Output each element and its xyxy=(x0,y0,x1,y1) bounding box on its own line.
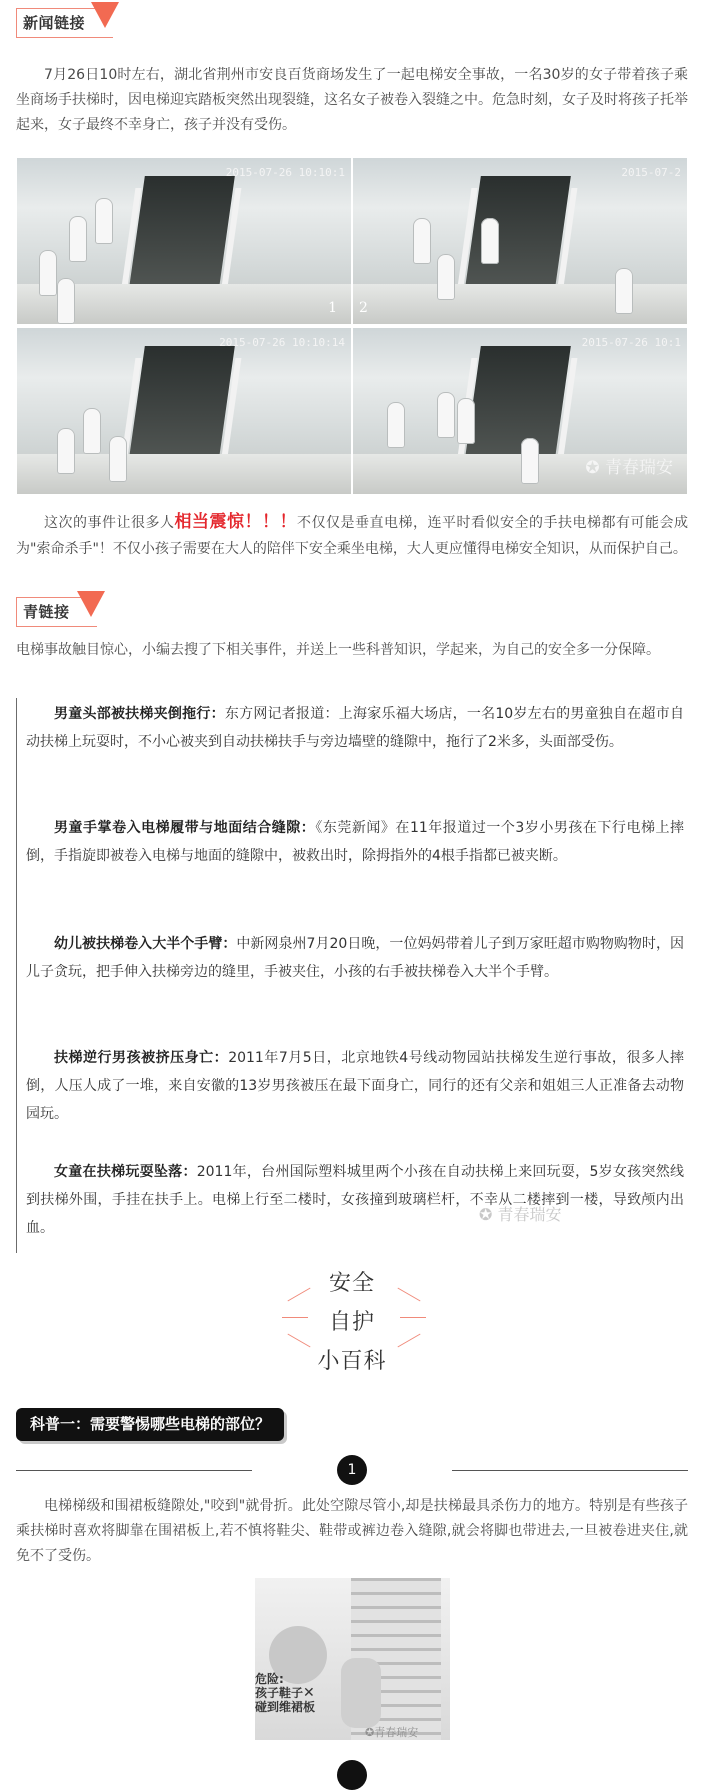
case-item xyxy=(26,930,684,986)
case-body: 东方网记者报道：上海家乐福大场店，一名10岁左右的男童独自在超市自动扶梯上玩耍时，不小心被夹到自动扶梯扶手与旁边墙壁的缝隙中，拖行了2米多，头面部受伤。 xyxy=(26,706,684,750)
cctv-frame-3 xyxy=(17,328,351,494)
safety-heading-line: 小百科 xyxy=(317,1349,387,1374)
cctv-photo-grid xyxy=(17,158,687,494)
divider-right xyxy=(452,1470,688,1471)
safety-heading-line: 自护 xyxy=(328,1310,375,1335)
case-body: 2011年7月5日，北京地铁4号线动物园站扶梯发生逆行事故，很多人摔倒，人压人成了一堆，来自安徽的13岁男孩被压在最下面身亡，同行的还有父亲和姐姐三人正准备去动物园玩。 xyxy=(26,1050,684,1122)
science-heading-1: 科普一：需要警惕哪些电梯的部位？ xyxy=(16,1408,284,1441)
frame-timestamp: 2015-07-26 10:10:1 xyxy=(225,166,345,179)
frame-timestamp: 2015-07-26 10:1 xyxy=(581,336,681,349)
watermark: ✪ 青春瑞安 xyxy=(585,458,673,478)
wechat-icon: ✪ xyxy=(479,1205,498,1224)
cctv-frame-1 xyxy=(17,158,351,324)
cctv-frame-4 xyxy=(353,328,687,494)
section-tag-label: 新闻链接 xyxy=(23,14,86,32)
triangle-icon xyxy=(77,591,105,617)
triangle-icon xyxy=(91,2,119,28)
case-title: 男童头部被扶梯夹倒拖行： xyxy=(54,706,225,722)
step-number-1: 1 xyxy=(337,1455,367,1485)
event-paragraph: 这次的事件让很多人相当震惊！！！不仅仅是垂直电梯，连平时看似安全的手扶电梯都有可能会成为"索命杀手"！不仅小孩子需要在大人的陪伴下安全乘坐电梯，大人更应懂得电梯安全知识，从而保护自己。 xyxy=(16,512,688,557)
wechat-icon: ✪ xyxy=(365,1726,375,1739)
case-body: 2011年，台州国际塑料城里两个小孩在自动扶梯上来回玩耍，5岁女孩突然线到扶梯外围，手挂在扶手上。电梯上行至二楼时，女孩撞到玻璃栏杆，不幸从二楼摔到一楼，导致颅内出血。 xyxy=(26,1164,684,1236)
case-body: 《东莞新闻》在11年报道过一个3岁小男孩在下行电梯上摔倒，手指旋即被卷入电梯与地面的缝隙中，被救出时，除拇指外的4根手指都已被夹断。 xyxy=(26,820,684,864)
case-title: 男童手掌卷入电梯履带与地面结合缝隙： xyxy=(54,820,316,836)
incident-cases xyxy=(16,698,689,1253)
cross-icon: ✕ xyxy=(303,1685,315,1701)
ray-decoration xyxy=(400,1317,426,1318)
ray-decoration xyxy=(282,1317,308,1318)
section-tag-qing xyxy=(16,597,97,627)
case-title: 幼儿被扶梯卷入大半个手臂： xyxy=(54,936,237,952)
illustration-caption: 碰到维裙板 xyxy=(255,1700,316,1714)
case-item xyxy=(26,814,684,870)
section-tag-label: 青链接 xyxy=(23,603,70,621)
step-number-2-partial xyxy=(337,1760,367,1790)
watermark: ✪ 青春瑞安 xyxy=(479,1205,562,1224)
qing-intro: 电梯事故触目惊心，小编去搜了下相关事件，并送上一些科普知识，学起来，为自己的安全多一分保障。 xyxy=(16,642,660,658)
case-title: 女童在扶梯玩耍坠落： xyxy=(54,1164,197,1180)
section-tag-news xyxy=(16,8,113,38)
case-body: 中新网泉州7月20日晚，一位妈妈带着儿子到万家旺超市购物购物时，因儿子贪玩，把手伸入扶梯旁边的缝里，手被夹住，小孩的右手被扶梯卷入大半个手臂。 xyxy=(26,936,684,980)
case-item xyxy=(26,1044,684,1128)
frame-timestamp: 2015-07-26 10:10:14 xyxy=(219,336,345,349)
news-paragraph: 7月26日10时左右，湖北省荆州市安良百货商场发生了一起电梯安全事故，一名30岁的女子带着孩子乘坐商场手扶梯时，因电梯迎宾踏板突然出现裂缝，这名女子被卷入裂缝之中。危急时刻，女子及时将孩子托举起来，女子最终不幸身亡，孩子并没有受伤。 xyxy=(16,67,688,133)
frame-number: 2 xyxy=(359,300,368,316)
frame-timestamp: 2015-07-2 xyxy=(621,166,681,179)
highlight-shock: 相当震惊！！！ xyxy=(174,512,297,532)
case-item xyxy=(26,1158,684,1242)
case-title: 扶梯逆行男孩被挤压身亡： xyxy=(54,1050,229,1066)
escalator-illustration xyxy=(255,1578,450,1740)
point1-paragraph: 电梯梯级和围裙板缝隙处,"咬到"就骨折。此处空隙尽管小,却是扶梯最具杀伤力的地方。特别是有些孩子乘扶梯时喜欢将脚靠在围裙板上,若不慎将鞋尖、鞋带或裤边卷入缝隙,就会将脚也带进去,一旦被卷进夹住,就免不了受伤。 xyxy=(16,1498,688,1564)
illustration-caption: 孩子鞋子 xyxy=(255,1686,304,1700)
cctv-frame-2 xyxy=(353,158,687,324)
divider-left xyxy=(16,1470,252,1471)
case-item xyxy=(26,700,684,756)
illustration-caption: 危险: xyxy=(255,1672,284,1686)
frame-number: 1 xyxy=(328,300,337,316)
safety-heading-line: 安全 xyxy=(328,1271,375,1296)
wechat-icon: ✪ xyxy=(585,458,605,478)
watermark: ✪青春瑞安 xyxy=(365,1726,419,1739)
